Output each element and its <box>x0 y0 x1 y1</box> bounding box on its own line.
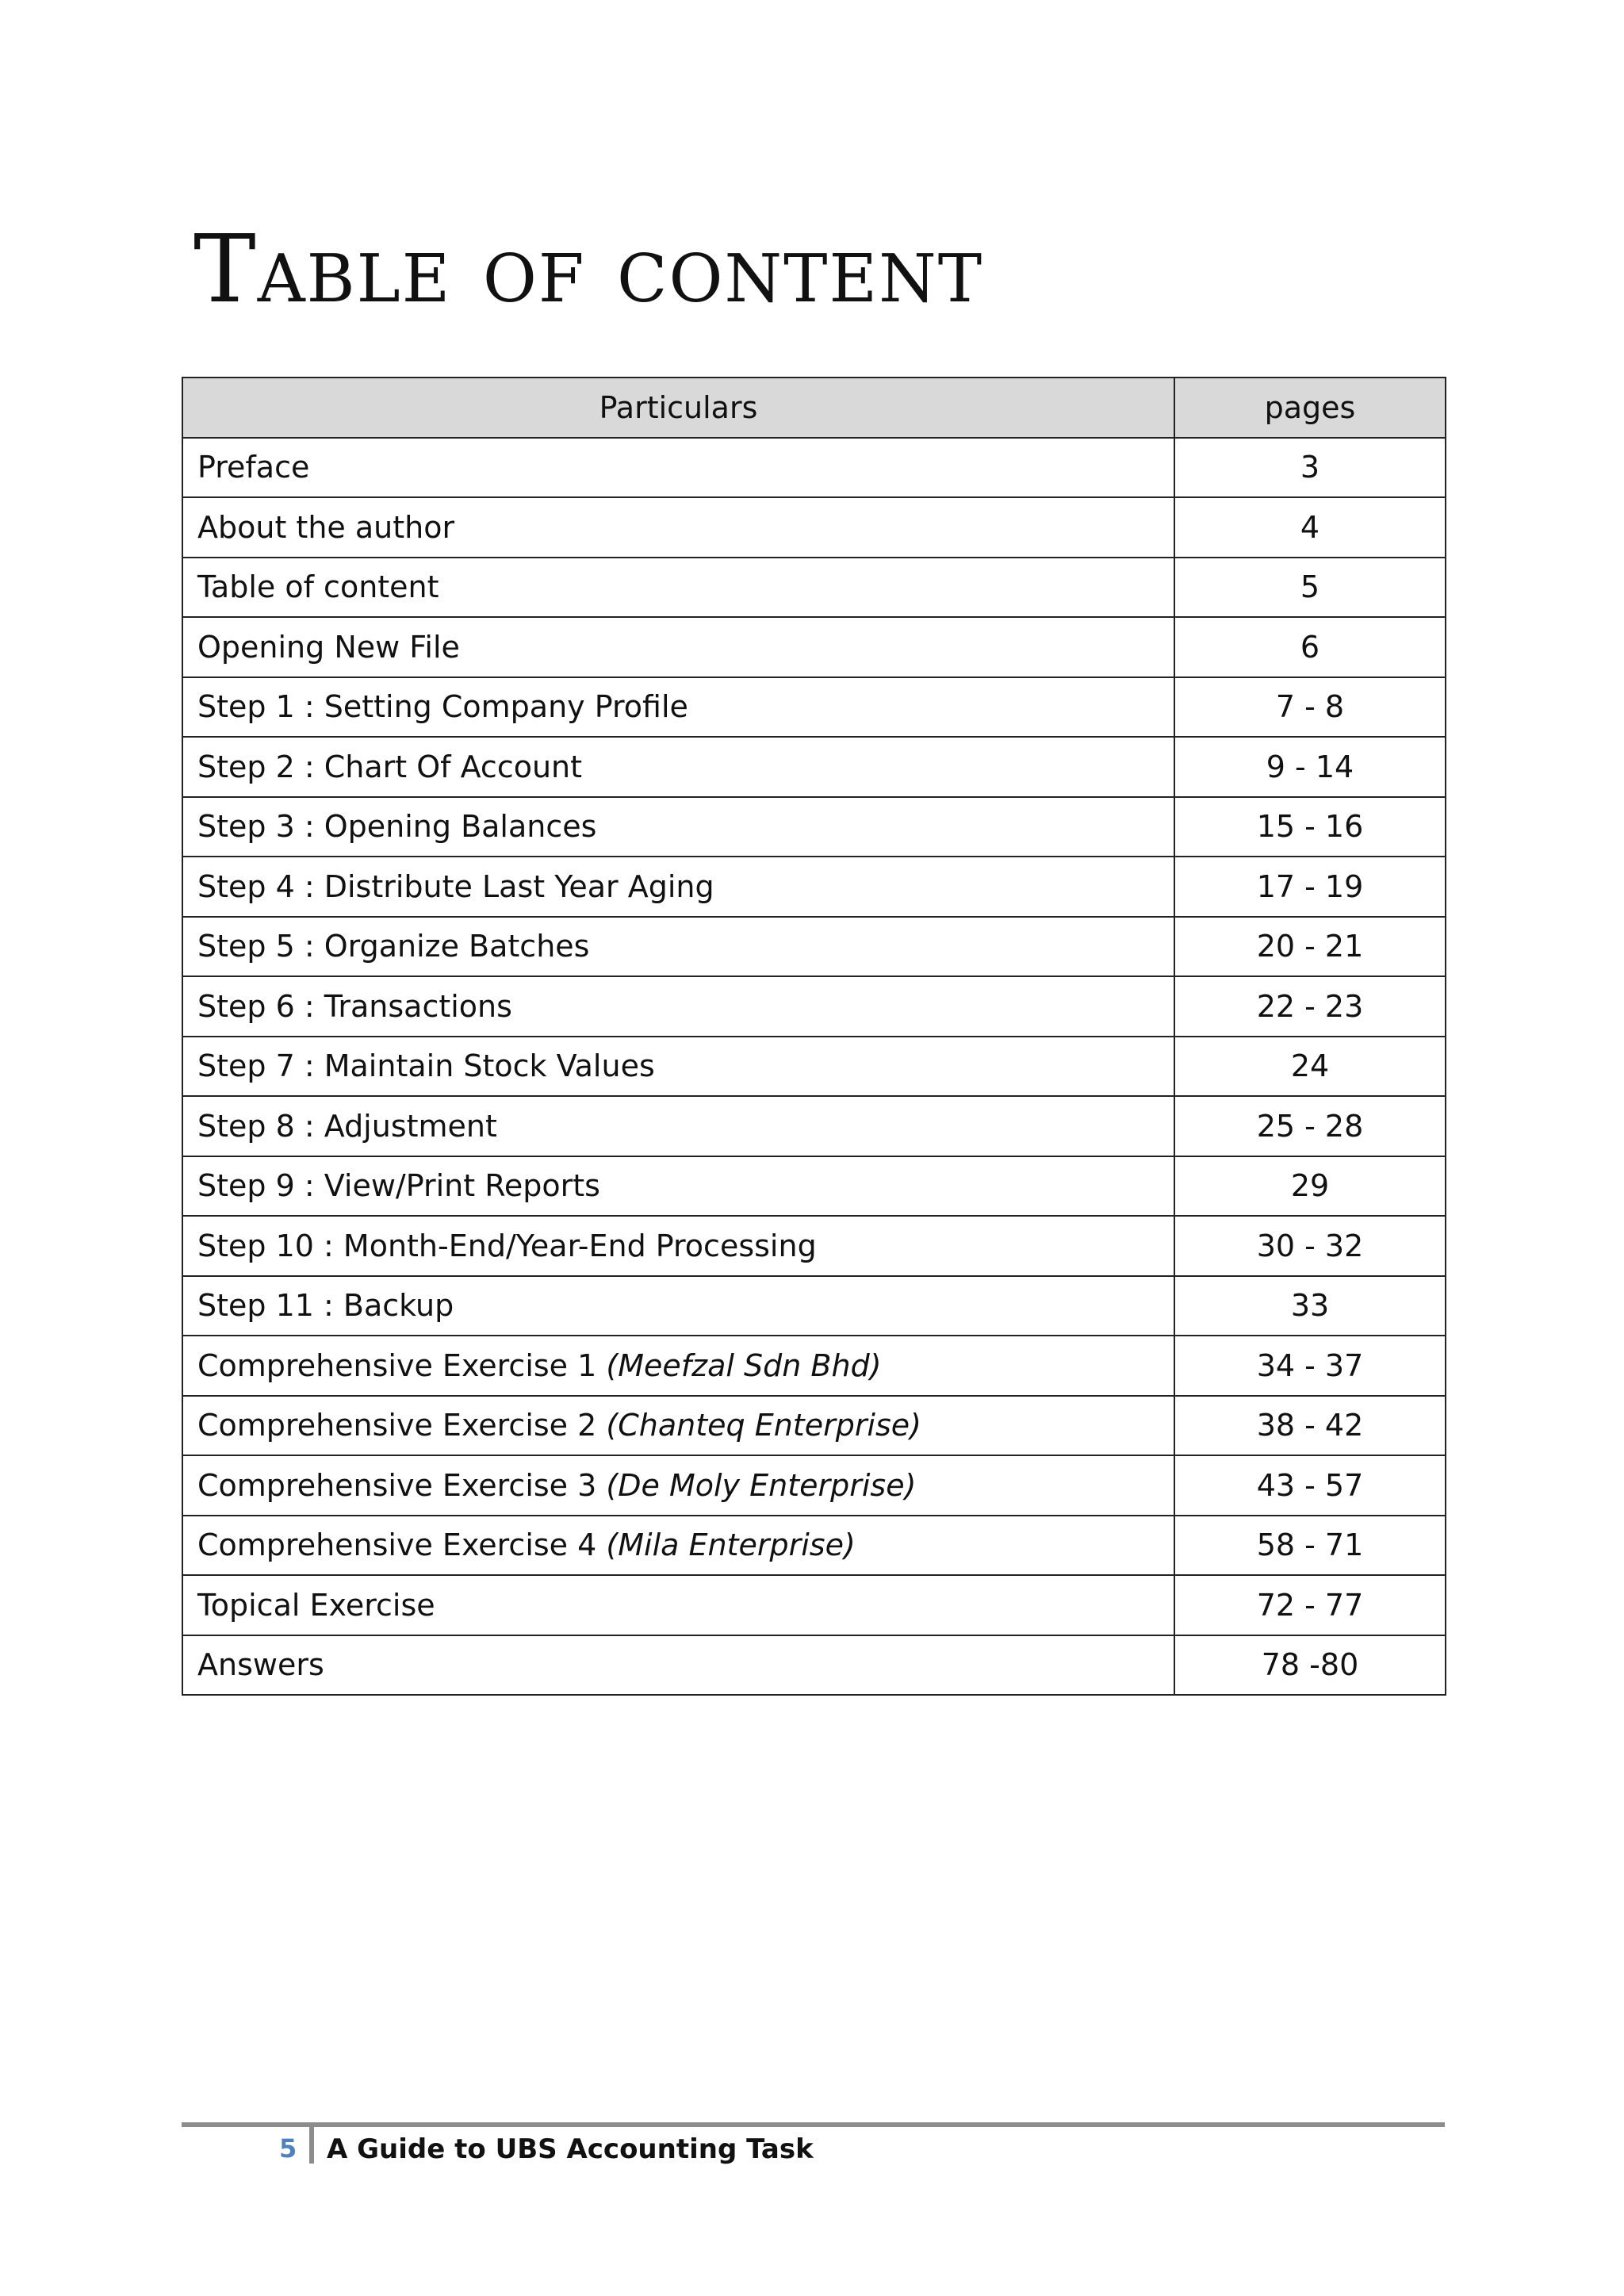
row-pages: 58 - 71 <box>1174 1516 1446 1576</box>
row-pages: 15 - 16 <box>1174 797 1446 857</box>
row-particular <box>182 558 1174 618</box>
row-particular-label: Step 1 : Setting Company Profile <box>197 689 688 725</box>
table-row <box>182 677 1446 738</box>
row-pages: 34 - 37 <box>1174 1336 1446 1396</box>
row-particular-label: Step 6 : Transactions <box>197 988 512 1024</box>
table-header-row <box>182 378 1446 438</box>
table-row <box>182 1575 1446 1635</box>
row-particular <box>182 1516 1174 1576</box>
row-particular <box>182 797 1174 857</box>
row-particular-label: Step 7 : Maintain Stock Values <box>197 1048 655 1084</box>
table-row <box>182 1276 1446 1336</box>
row-particular <box>182 737 1174 797</box>
table-row <box>182 1336 1446 1396</box>
footer-divider <box>182 2122 1445 2127</box>
table-row <box>182 917 1446 977</box>
row-particular <box>182 1575 1174 1635</box>
header-pages: pages <box>1174 378 1446 438</box>
row-particular <box>182 677 1174 738</box>
row-particular <box>182 497 1174 558</box>
row-particular-subtitle: (De Moly Enterprise) <box>606 1467 917 1503</box>
row-particular <box>182 1037 1174 1097</box>
row-pages: 5 <box>1174 558 1446 618</box>
row-particular-label: Answers <box>197 1647 324 1683</box>
row-particular-label: Comprehensive Exercise 1 <box>197 1347 607 1383</box>
table-row <box>182 976 1446 1037</box>
row-particular-label: Step 9 : View/Print Reports <box>197 1168 600 1204</box>
table-row <box>182 797 1446 857</box>
row-particular <box>182 1635 1174 1696</box>
row-particular-label: Comprehensive Exercise 4 <box>197 1527 607 1563</box>
row-particular-label: About the author <box>197 509 455 545</box>
row-particular <box>182 1276 1174 1336</box>
row-particular-label: Opening New File <box>197 629 460 665</box>
row-pages: 78 -80 <box>1174 1635 1446 1696</box>
row-pages: 33 <box>1174 1276 1446 1336</box>
row-pages: 22 - 23 <box>1174 976 1446 1037</box>
table-row <box>182 857 1446 917</box>
row-particular-subtitle: (Chanteq Enterprise) <box>606 1408 921 1443</box>
row-pages: 30 - 32 <box>1174 1216 1446 1276</box>
row-particular <box>182 1096 1174 1156</box>
row-pages: 38 - 42 <box>1174 1396 1446 1456</box>
row-particular-label: Table of content <box>197 569 439 605</box>
row-pages: 4 <box>1174 497 1446 558</box>
header-particulars: Particulars <box>182 378 1174 438</box>
footer-page-number: 5 <box>279 2133 297 2164</box>
row-particular <box>182 917 1174 977</box>
row-pages: 17 - 19 <box>1174 857 1446 917</box>
footer-separator-bar <box>309 2127 314 2164</box>
table-row <box>182 617 1446 677</box>
table-row <box>182 558 1446 618</box>
table-row <box>182 1096 1446 1156</box>
row-particular-label: Step 5 : Organize Batches <box>197 929 590 964</box>
row-particular-label: Step 4 : Distribute Last Year Aging <box>197 868 714 904</box>
row-particular-label: Step 2 : Chart Of Account <box>197 749 583 784</box>
page-title: Table of content <box>193 214 984 324</box>
table-row <box>182 1455 1446 1516</box>
footer-book-title: A Guide to UBS Accounting Task <box>327 2133 814 2165</box>
row-pages: 7 - 8 <box>1174 677 1446 738</box>
row-pages: 6 <box>1174 617 1446 677</box>
row-pages: 24 <box>1174 1037 1446 1097</box>
row-pages: 3 <box>1174 438 1446 498</box>
row-pages: 20 - 21 <box>1174 917 1446 977</box>
row-pages: 9 - 14 <box>1174 737 1446 797</box>
row-particular-label: Comprehensive Exercise 3 <box>197 1467 607 1503</box>
table-row <box>182 1156 1446 1217</box>
row-particular-label: Step 10 : Month-End/Year-End Processing <box>197 1228 817 1263</box>
row-pages: 29 <box>1174 1156 1446 1217</box>
row-particular <box>182 617 1174 677</box>
row-particular-label: Topical Exercise <box>197 1587 435 1623</box>
table-row <box>182 1037 1446 1097</box>
row-particular-subtitle: (Mila Enterprise) <box>606 1527 856 1563</box>
row-particular-label: Preface <box>197 450 310 485</box>
row-particular <box>182 857 1174 917</box>
row-particular <box>182 1396 1174 1456</box>
table-row <box>182 1396 1446 1456</box>
row-particular-label: Step 8 : Adjustment <box>197 1108 497 1144</box>
row-pages: 25 - 28 <box>1174 1096 1446 1156</box>
row-particular-label: Comprehensive Exercise 2 <box>197 1408 607 1443</box>
table-row <box>182 1216 1446 1276</box>
row-pages: 43 - 57 <box>1174 1455 1446 1516</box>
table-row <box>182 497 1446 558</box>
row-particular-label: Step 3 : Opening Balances <box>197 809 597 845</box>
table-row <box>182 1635 1446 1696</box>
row-particular <box>182 438 1174 498</box>
row-particular <box>182 1156 1174 1217</box>
row-particular <box>182 1455 1174 1516</box>
table-of-contents <box>182 377 1446 1696</box>
row-particular <box>182 1216 1174 1276</box>
row-particular <box>182 976 1174 1037</box>
row-particular <box>182 1336 1174 1396</box>
table-body <box>182 438 1446 1696</box>
table-row <box>182 438 1446 498</box>
row-particular-subtitle: (Meefzal Sdn Bhd) <box>606 1347 882 1383</box>
table-row <box>182 737 1446 797</box>
table-row <box>182 1516 1446 1576</box>
row-pages: 72 - 77 <box>1174 1575 1446 1635</box>
row-particular-label: Step 11 : Backup <box>197 1288 454 1324</box>
